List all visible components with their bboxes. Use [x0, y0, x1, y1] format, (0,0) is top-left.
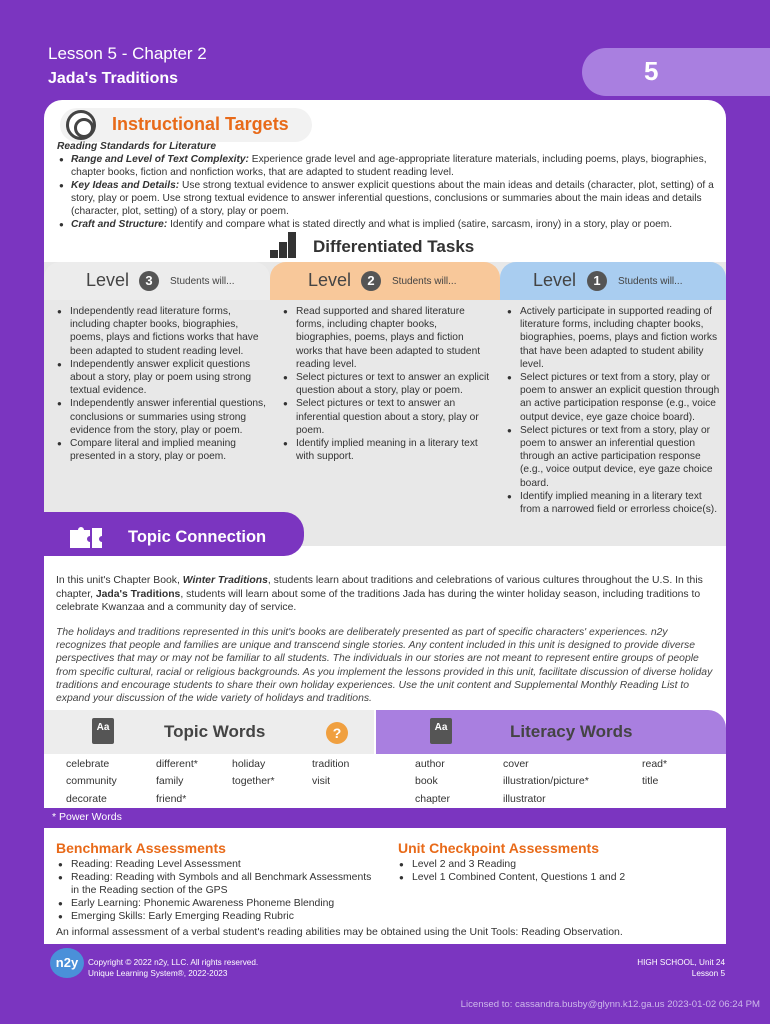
stairs-icon	[270, 232, 298, 258]
standard-item	[57, 218, 705, 231]
topic-word: celebrate	[66, 758, 110, 770]
copyright-line: Copyright © 2022 n2y, LLC. All rights reserved.	[88, 958, 259, 967]
students-will-label: Students will...	[618, 276, 683, 287]
standard-text: Use strong textual evidence to answer explicit questions about the main ideas and details (character, plot, setting) of a story, play or poem. Use strong textual evidence to answer inferential questions, conclusions or summaries about the main ideas and details (character, plot, setting) of a story, play or poem.	[71, 180, 714, 217]
topic-word: friend*	[156, 793, 187, 805]
list-item: ● Level 2 and 3 Reading	[398, 858, 718, 871]
lesson-number: 5	[644, 56, 659, 86]
level-2-list	[282, 305, 492, 463]
differentiated-tasks-title: Differentiated Tasks	[313, 237, 475, 256]
topic-words-title: Topic Words	[164, 722, 266, 741]
literacy-word: title	[642, 775, 659, 787]
list-item: ● Select pictures or text from a story, play or poem to answer an inferential question through an active participation response (e.g., voice output device, eye gaze choice board.	[506, 424, 720, 490]
benchmark-title: Benchmark Assessments	[56, 840, 226, 856]
question-icon: ?	[326, 722, 348, 744]
level-number: 2	[361, 271, 381, 291]
puzzle-icon	[68, 522, 104, 550]
standard-label: Range and Level of Text Complexity:	[71, 154, 249, 165]
standards-block	[57, 140, 717, 231]
level-3-header	[44, 262, 270, 300]
instructional-targets-title: Instructional Targets	[112, 114, 289, 134]
topic-word: holiday	[232, 758, 266, 770]
literacy-word: read*	[642, 758, 668, 770]
text-run: , students will learn about some of the traditions Jada has during the winter holiday season, including traditions to celebrate Kwanzaa and a community day of service.	[56, 588, 701, 614]
list-item: ● Compare literal and implied meaning presented in a story, play or poem.	[56, 437, 268, 463]
topic-word: different*	[156, 758, 198, 770]
list-item: ● Independently answer inferential questions, conclusions or summaries using strong evidence from the story, play or poem.	[56, 397, 268, 437]
license-note: Licensed to: cassandra.busby@glynn.k12.ga.us 2023-01-02 06:24 PM	[460, 999, 760, 1010]
list-item: ● Reading: Reading Level Assessment	[57, 858, 377, 871]
standards-list	[57, 153, 717, 231]
standard-item	[57, 179, 717, 218]
list-item: ● Identify implied meaning in a literary text from a narrowed field or errorless choice(s).	[506, 490, 720, 516]
topic-word: decorate	[66, 793, 107, 805]
list-item: ● Actively participate in supported reading of literature forms, including chapter books, biographies, poems, plays and fiction works that have been adapted to student ability level.	[506, 305, 720, 371]
literacy-word: author	[415, 758, 445, 770]
level-number: 1	[587, 271, 607, 291]
level-3-list	[56, 305, 268, 463]
copyright-line: Unique Learning System®, 2022-2023	[88, 969, 228, 978]
list-item: ● Independently read literature forms, including chapter books, biographies, poems, plays and fictions works that have been adapted to student reading level.	[56, 305, 268, 358]
students-will-label: Students will...	[392, 276, 457, 287]
copyright	[88, 957, 258, 979]
level-word: Level	[86, 270, 130, 290]
power-words-bar	[44, 808, 726, 828]
topic-word: visit	[312, 775, 331, 787]
standards-heading: Reading Standards for Literature	[57, 141, 217, 152]
level-2-header	[270, 262, 500, 300]
target-icon	[66, 110, 96, 140]
topic-word: tradition	[312, 758, 350, 770]
topic-connection-title: Topic Connection	[128, 528, 267, 546]
literacy-word: illustration/picture*	[503, 775, 589, 787]
standard-item	[57, 153, 717, 179]
standard-label: Craft and Structure:	[71, 219, 168, 230]
standard-text: Experience grade level and age-appropriate literature materials, including poems, plays, biographies, chapter books, fiction and nonfiction works, that are adapted to student reading level.	[71, 154, 707, 178]
checkpoint-title: Unit Checkpoint Assessments	[398, 840, 599, 856]
informal-note: An informal assessment of a verbal student's reading abilities may be obtained using the Unit Tools: Reading Observation.	[56, 926, 623, 938]
list-item: ● Select pictures or text to answer an explicit question about a story, play or poem.	[282, 371, 492, 397]
lesson-label: Lesson 5 - Chapter 2	[48, 44, 207, 63]
students-will-label: Students will...	[170, 276, 235, 287]
diversity-statement: The holidays and traditions represented in this unit's books are deliberately presented as part of specific characters' experiences. n2y recognizes that people and families are unique and transcend single stories. Any content included in this unit is designed to provide diverse perspectives that may or may not be familiar to all students. The individuals in our stories are not meant to represent entire groups of people from specific cultural, racial or religious backgrounds. As you implement the lessons provided in this unit, facilitate discussion of diverse holiday traditions and encourage students to share their own holiday experiences. Use the unit content and Supplemental Monthly Reading List to expand your discussion of the wide variety of holidays and traditions.	[56, 627, 713, 705]
page-title: Jada's Traditions	[48, 70, 179, 87]
text-run: In this unit's Chapter Book,	[56, 575, 183, 586]
unit-line: HIGH SCHOOL, Unit 24	[637, 958, 725, 967]
topic-word: family	[156, 775, 184, 787]
list-item: ● Reading: Reading with Symbols and all Benchmark Assessments in the Reading section of the GPS	[57, 871, 377, 897]
level-1-header	[500, 262, 726, 300]
literacy-word: chapter	[415, 793, 451, 805]
list-item: ● Select pictures or text to answer an inferential question about a story, play or poem.	[282, 397, 492, 437]
book-icon: Aa	[430, 718, 452, 744]
book-title: Winter Traditions	[182, 575, 268, 586]
topic-word: together*	[232, 775, 275, 787]
book-icon: Aa	[92, 718, 114, 744]
level-word: Level	[308, 270, 352, 290]
literacy-word: book	[415, 775, 438, 787]
level-word: Level	[533, 270, 577, 290]
list-item: ● Select pictures or text from a story, play or poem to answer an explicit question through an active participation response (e.g., voice output device, eye gaze choice board).	[506, 371, 720, 424]
unit-info	[560, 957, 725, 979]
standard-label: Key Ideas and Details:	[71, 180, 180, 191]
list-item: ● Independently answer explicit questions about a story, play or poem using strong textual evidence.	[56, 358, 268, 398]
topic-word: community	[66, 775, 117, 787]
n2y-logo: n2y	[50, 948, 84, 978]
checkpoint-list	[398, 858, 718, 884]
benchmark-list	[57, 858, 377, 923]
level-1-list	[506, 305, 720, 516]
list-item: ● Level 1 Combined Content, Questions 1 and 2	[398, 871, 718, 884]
lesson-number-badge	[582, 48, 770, 96]
standard-text: Identify and compare what is stated directly and what is implied (satire, sarcasm, irony) in a story, play or poem.	[167, 219, 673, 230]
list-item: ● Emerging Skills: Early Emerging Reading Rubric	[57, 910, 377, 923]
list-item: ● Read supported and shared literature forms, including chapter books, biographies, poems, plays and fiction works that have been adapted to student reading level.	[282, 305, 492, 371]
level-number: 3	[139, 271, 159, 291]
literacy-words-title: Literacy Words	[510, 722, 633, 741]
topic-paragraph	[56, 574, 716, 615]
list-item: ● Identify implied meaning in a literary text with support.	[282, 437, 492, 463]
list-item: ● Early Learning: Phonemic Awareness Phoneme Blending	[57, 897, 377, 910]
literacy-word: illustrator	[503, 793, 546, 805]
chapter-title: Jada's Traditions	[95, 588, 181, 600]
literacy-word: cover	[503, 758, 529, 770]
power-words-note: * Power Words	[52, 811, 122, 823]
unit-line: Lesson 5	[691, 969, 725, 978]
text-run: , students learn about traditions and celebrations of various cultures throughout the U.S. In this chapter,	[56, 575, 703, 600]
